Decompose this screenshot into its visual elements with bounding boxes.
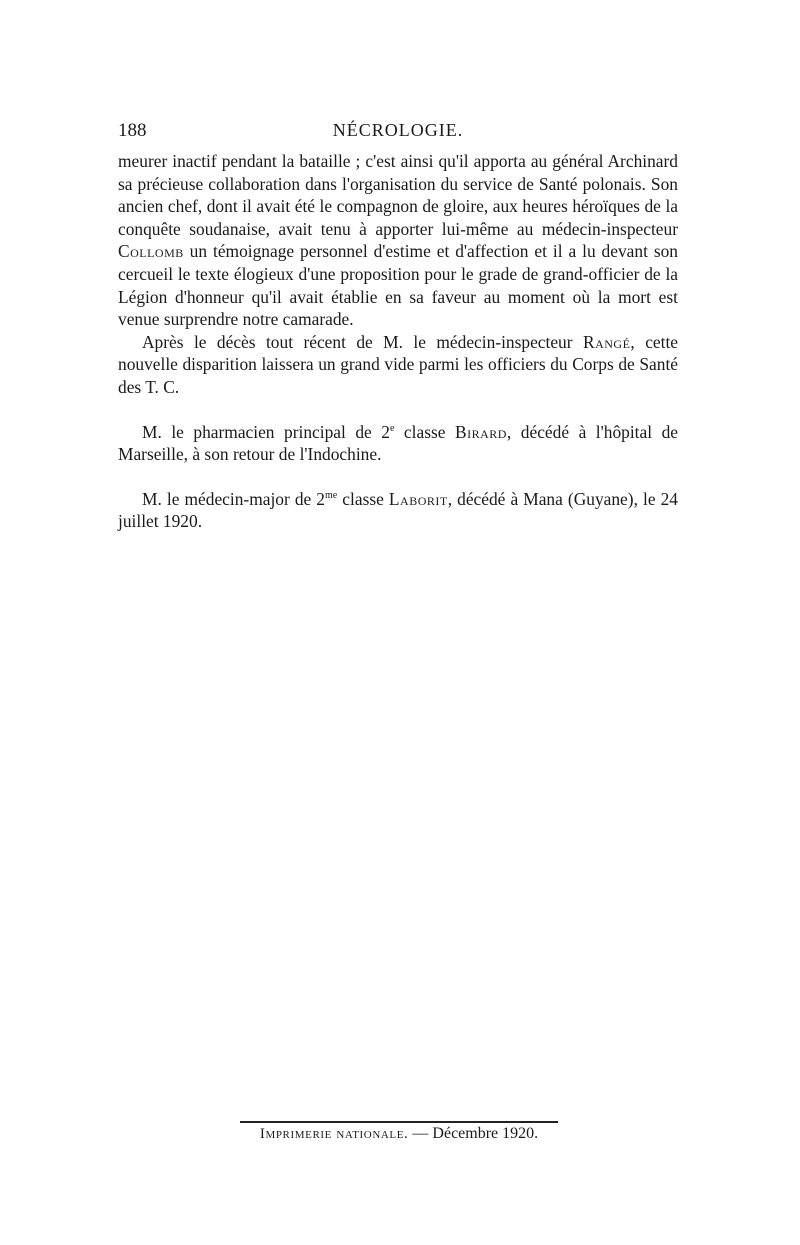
- print-date: Décembre 1920.: [432, 1125, 539, 1142]
- paragraph-4-text-cont: classe: [337, 488, 389, 509]
- paragraph-1-text: meurer inactif pendant la bataille ; c'est ainsi qu'il apporta au général Archinard sa précieuse collaboration dans l'organisation du service de Santé polonais. Son ancien chef, dont il avait été le compagnon de gloire, aux heures héroïques de la conquête soudanaise, avait tenu à apporter lui-même au médecin-inspecteur: [118, 151, 678, 239]
- paragraph-1: [118, 150, 678, 331]
- paragraph-4-superscript: me: [325, 489, 338, 501]
- page-header: [118, 120, 678, 144]
- paragraph-2-text: Après le décès tout récent de M. le médecin-inspecteur: [142, 331, 583, 352]
- paragraph-3-superscript: e: [389, 422, 395, 434]
- person-name-collomb: Collomb: [118, 241, 184, 262]
- person-name-birard: Birard: [454, 421, 507, 442]
- paragraph-2-text-cont: , cette nouvelle disparition laissera un grand vide parmi les officiers du Corps de Santé des T. C.: [118, 331, 679, 397]
- person-name-range: Rangé: [582, 331, 631, 352]
- footer-separator: —: [408, 1125, 433, 1142]
- paragraph-1-text-cont: un témoignage personnel d'estime et d'affection et il a lu devant son cercueil le texte élogieux d'une proposition pour le grade de grand-officier de la Légion d'honneur qu'il avait établie en sa faveur au moment où la mort est venue surprendre notre camarade.: [118, 241, 678, 330]
- paragraph-4-text-end: , décédé à Mana (Guyane), le 24 juillet 1920.: [118, 488, 678, 532]
- footer-rule: [240, 1121, 558, 1123]
- page-number: 188: [118, 120, 147, 141]
- printer-name: Imprimerie nationale.: [259, 1126, 409, 1142]
- running-title: NÉCROLOGIE.: [332, 120, 464, 140]
- paragraph-3: [118, 421, 678, 466]
- paragraph-3-text-cont: classe: [394, 421, 455, 442]
- person-name-laborit: Laborit: [388, 488, 448, 509]
- paragraph-4-text: M. le médecin-major de 2: [142, 488, 326, 509]
- body-text: [118, 150, 678, 533]
- paragraph-2: [118, 331, 678, 399]
- paragraph-3-text: M. le pharmacien principal de 2: [142, 421, 390, 442]
- paragraph-3-text-end: , décédé à l'hôpital de Marseille, à son retour de l'Indochine.: [118, 421, 678, 465]
- paragraph-4: [118, 488, 678, 533]
- page-footer: [240, 1125, 558, 1143]
